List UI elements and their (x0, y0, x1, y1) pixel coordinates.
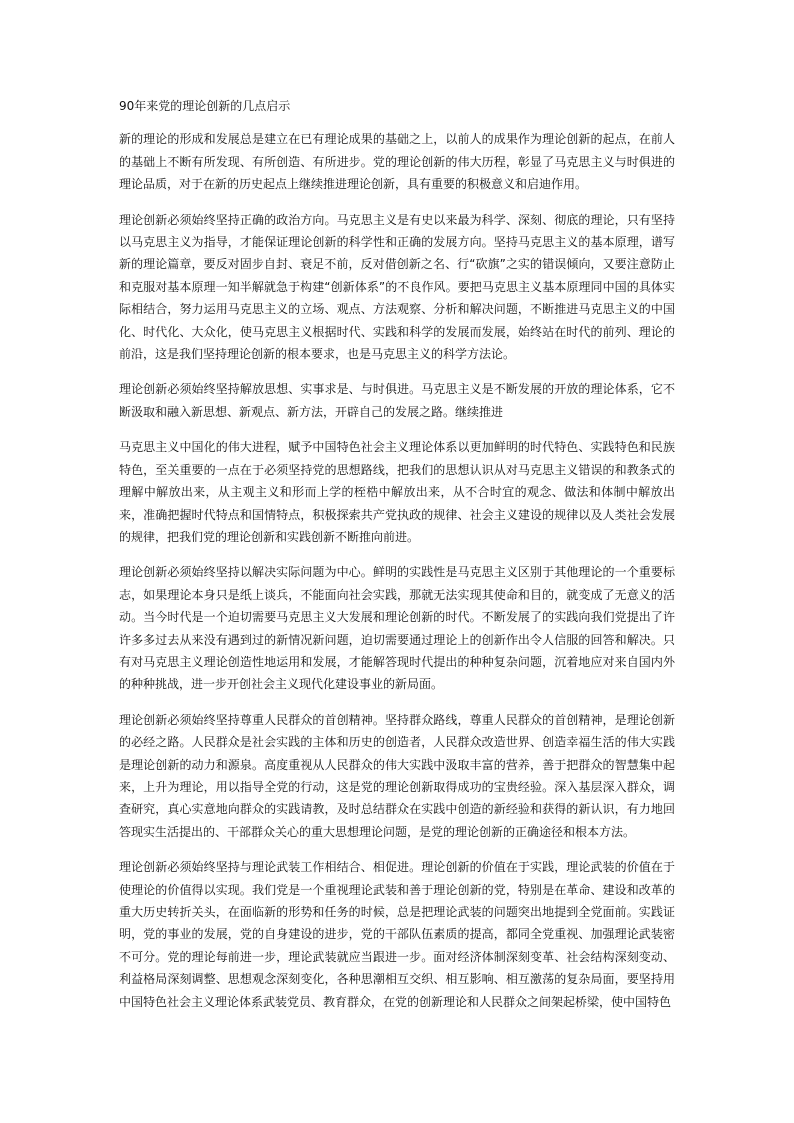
paragraph-sinicization: 马克思主义中国化的伟大进程，赋予中国特色社会主义理论体系以更加鲜明的时代特色、实践特色和民族特色，至关重要的一点在于必须坚持党的思想路线，把我们的思想认识从对马克思主义错误的和教条式的理解中解放出来，从主观主义和形而上学的桎梏中解放出来，从不合时宜的观念、做法和体制中解放出来，准确把握时代特点和国情特点，积极探索共产党执政的规律、社会主义建设的规律以及人类社会发展的规律，把我们党的理论创新和实践创新不断推向前进。 (119, 440, 675, 544)
document-page (119, 95, 675, 1026)
paragraph-intro: 新的理论的形成和发展总是建立在已有理论成果的基础之上，以前人的成果作为理论创新的起点，在前人的基础上不断有所发现、有所创造、有所进步。党的理论创新的伟大历程，彰显了马克思主义与时俱进的理论品质，对于在新的历史起点上继续推进理论创新，具有重要的积极意义和启迪作用。 (119, 132, 675, 192)
paragraph-political-direction: 理论创新必须始终坚持正确的政治方向。马克思主义是有史以来最为科学、深刻、彻底的理论，只有坚持以马克思主义为指导，才能保证理论创新的科学性和正确的发展方向。坚持马克思主义的基本原理，谱写新的理论篇章，要反对固步自封、衰足不前，反对借创新之名、行“砍旗”之实的错误倾向，又要注意防止和克服对基本原理一知半解就急于构建“创新体系”的不良作风。要把马克思主义基本原理同中国的具体实际相结合，努力运用马克思主义的立场、观点、方法观察、分析和解决问题，不断推进马克思主义的中国化、时代化、大众化，使马克思主义根据时代、实践和科学的发展而发展，始终站在时代的前列、理论的前沿，这是我们坚持理论创新的根本要求，也是马克思主义的科学方法论。 (119, 212, 675, 362)
paragraph-people-initiative: 理论创新必须始终坚持尊重人民群众的首创精神。坚持群众路线，尊重人民群众的首创精神，是理论创新的必经之路。人民群众是社会实践的主体和历史的创造者，人民群众改造世界、创造幸福生活的伟大实践是理论创新的动力和源泉。高度重视从人民群众的伟大实践中汲取丰富的营养，善于把群众的智慧集中起来，上升为理论，用以指导全党的行动，这是党的理论创新取得成功的宝贵经验。深入基层深入群众，调查研究，真心实意地向群众的实践请教，及时总结群众在实践中创造的新经验和获得的新认识，有力地回答现实生活提出的、干部群众关心的重大思想理论问题，是党的理论创新的正确途径和根本方法。 (119, 712, 675, 839)
paragraph-theoretical-armament: 理论创新必须始终坚持与理论武装工作相结合、相促进。理论创新的价值在于实践，理论武装的价值在于使理论的价值得以实现。我们党是一个重视理论武装和善于理论创新的党，特别是在革命、建设和改革的重大历史转折关头，在面临新的形势和任务的时候，总是把理论武装的问题突出地提到全党面前。实践证明，党的事业的发展，党的自身建设的进步，党的干部队伍素质的提高，都同全党重视、加强理论武装密不可分。党的理论每前进一步，理论武装就应当跟进一步。面对经济体制深刻变革、社会结构深刻变动、利益格局深刻调整、思想观念深刻变化，各种思潮相互交织、相互影响、相互激荡的复杂局面，要坚持用中国特色社会主义理论体系武装党员、教育群众，在党的创新理论和人民群众之间架起桥梁，使中国特色 (119, 860, 675, 1009)
paragraph-practical-problems: 理论创新必须始终坚持以解决实际问题为中心。鲜明的实践性是马克思主义区别于其他理论的一个重要标志，如果理论本身只是纸上谈兵，不能面向社会实践，那就无法实现其使命和目的，就变成了无意义的活动。当今时代是一个迫切需要马克思主义大发展和理论创新的时代。不断发展了的实践向我们党提出了许许多多过去从来没有遇到过的新情况新问题，迫切需要通过理论上的创新作出令人信服的回答和解决。只有对马克思主义理论创造性地运用和发展，才能解答现时代提出的种种复杂问题，沉着地应对来自国内外的种种挑战，进一步开创社会主义现代化建设事业的新局面。 (119, 565, 675, 692)
document-title: 90年来党的理论创新的几点启示 (119, 99, 291, 113)
paragraph-emancipating-minds: 理论创新必须始终坚持解放思想、实事求是、与时俱进。马克思主义是不断发展的开放的理论体系，它不断汲取和融入新思想、新观点、新方法，开辟自己的发展之路。继续推进 (119, 382, 675, 419)
